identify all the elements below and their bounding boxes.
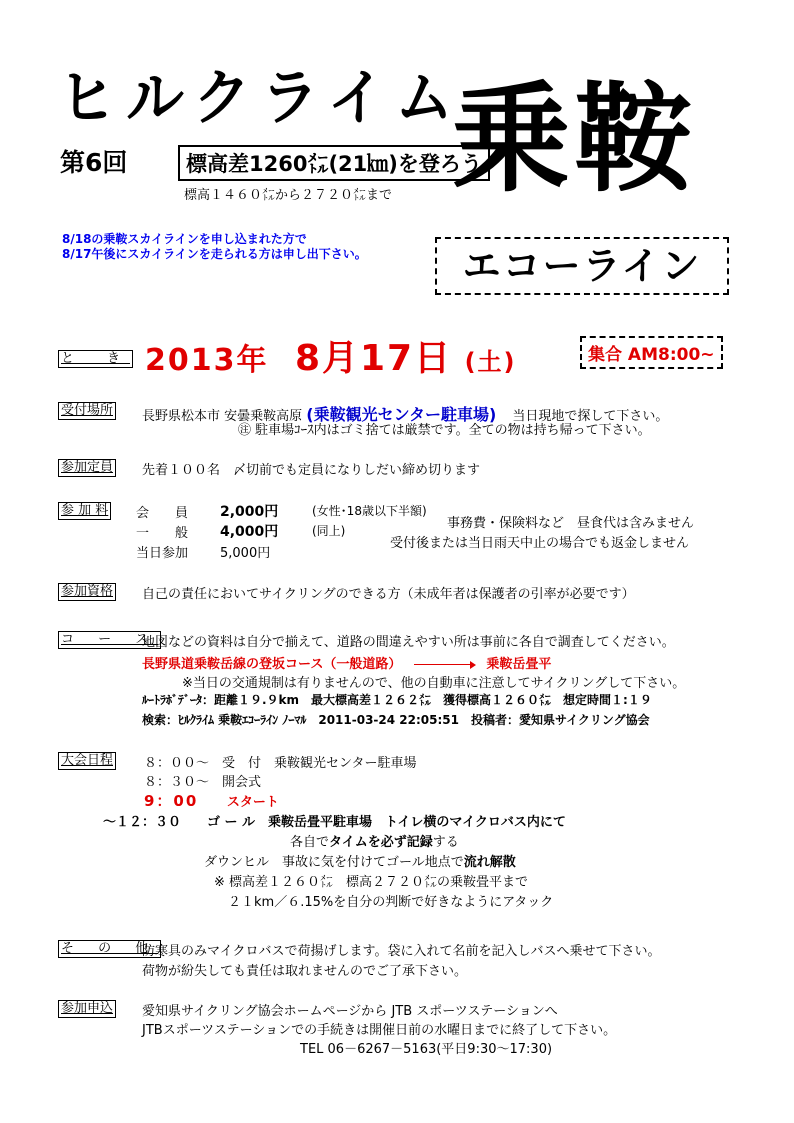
reception-label: 受付場所 [58, 402, 116, 420]
fee-general-label: 一 般 [136, 526, 189, 541]
venue-name: (乗鞍観光センター駐車場) [306, 405, 497, 424]
schedule-reception: ８：００～ 受 付 乗鞍観光センター駐車場 [144, 756, 417, 771]
notice-line-1: 8/18の乗鞍スカイラインを申し込まれた方で [62, 232, 307, 246]
course-line-5: 検索：ﾋﾙｸﾗｲﾑ 乗鞍ｴｺｰﾗｲﾝ ﾉｰﾏﾙ 2011-03-24 22:05:51 投稿者：愛知県サイクリング協会 [142, 713, 650, 727]
capacity-label: 参加定員 [58, 459, 116, 477]
schedule-attack-note: ２１km／６.15%を自分の判断で好きなようにアタック [228, 895, 554, 910]
application-line-1: 愛知県サイクリング協会ホームページから JTB スポーツステーションへ [142, 1004, 558, 1019]
elevation-subtitle: 標高１４６０㍍から２７２０㍍まで [184, 188, 393, 203]
schedule-start [144, 790, 279, 811]
fee-general-amount: 4,000円 [220, 524, 279, 540]
capacity-text: 先着１００名 〆切前でも定員になりしだい締め切ります [142, 463, 481, 478]
fee-general-note: (同上) [312, 524, 346, 538]
record-prefix: 各自で [290, 835, 330, 850]
schedule-record-time [290, 831, 459, 850]
date-label: と き [58, 350, 133, 368]
round-number: 第6回 [60, 148, 128, 177]
record-suffix: する [432, 835, 459, 850]
schedule-elevation-note: ※ 標高差１２６０㍍ 標高２７２０㍍の乗鞍畳平まで [214, 875, 529, 890]
start-time: 9：00 [144, 792, 199, 810]
eligibility-text: 自己の責任においてサイクリングのできる方（未成年者は保護者の引率が必要です） [142, 587, 635, 602]
meeting-time: 集合 AM8:00~ [580, 336, 723, 369]
course-line-1: 地図などの資料は自分で揃えて、道路の間違えやすい所は事前に各自で調査してください。 [142, 635, 675, 650]
fee-note-1: 事務費・保険料など 昼食代は含みません [447, 516, 695, 531]
downhill-text: ダウンヒル 事故に気を付けてゴール地点で [204, 855, 464, 870]
course-label: コ ー ス [58, 631, 161, 649]
application-tel: TEL 06－6267－5163(平日9:30～17:30) [300, 1042, 553, 1057]
skyline-notice [62, 232, 367, 262]
record-emphasis: タイムを必ず記録 [329, 835, 433, 850]
schedule-downhill [204, 851, 516, 870]
fee-member-amount: 2,000円 [220, 504, 279, 520]
fee-member-note: (女性･18歳以下半額) [312, 504, 427, 518]
fee-label: 参 加 料 [58, 502, 111, 520]
course-line-4: ﾙｰﾄﾗﾎﾞﾃﾞｰﾀ：距離１９.９km 最大標高差１２６２㍍ 獲得標高１２６０㍍ 想定時間１:１９ [142, 693, 652, 707]
schedule-opening: ８：３０～ 開会式 [144, 775, 262, 790]
norikura-title: 乗鞍 [452, 69, 697, 208]
course-line-3: ※当日の交通規制は有りませんので、他の自動車に注意してサイクリングして下さい。 [182, 676, 686, 691]
date-year: 2013年 [145, 343, 269, 378]
fee-sameday-amount: 5,000円 [220, 546, 271, 561]
other-line-2: 荷物が紛失しても責任は取れませんのでご了承下さい。 [142, 964, 468, 979]
start-text: スタート [226, 795, 279, 810]
fee-note-2: 受付後または当日雨天中止の場合でも返金しません [390, 536, 690, 551]
application-line-2: JTBスポーツステーションでの手続きは開催日前の水曜日までに終了して下さい。 [142, 1023, 617, 1038]
schedule-label: 大会日程 [58, 752, 116, 770]
fee-member-label: 会 員 [136, 506, 189, 521]
eligibility-label: 参加資格 [58, 583, 116, 601]
fee-sameday-label: 当日参加 [136, 546, 189, 561]
reception-note-2: ㊟ 駐車場ｺｰｽ内はゴミ捨ては厳禁です。全ての物は持ち帰って下さい。 [238, 423, 651, 438]
hillclimb-title: ヒルクライム [58, 61, 464, 133]
application-label: 参加申込 [58, 1000, 116, 1018]
address-text: 長野県松本市 安曇乗鞍高原 [142, 409, 303, 424]
date-month-day: 8月17日 [294, 338, 453, 379]
reception-note-1: 当日現地で探して下さい。 [512, 409, 669, 424]
downhill-dismissal: 流れ解散 [463, 855, 516, 870]
other-line-1: 防寒具のみマイクロバスで荷揚げします。袋に入れて名前を記入しバスへ乗せて下さい。 [142, 944, 661, 959]
course-route [142, 653, 551, 672]
date-weekday: (土) [464, 348, 517, 376]
schedule-goal: ～１２：３０ ゴ ー ル 乗鞍岳畳平駐車場 トイレ横のマイクロバス内にて [103, 815, 566, 830]
other-label: そ の 他 [58, 940, 161, 958]
route-from: 長野県道乗鞍岳線の登坂コース（一般道路） [142, 657, 402, 672]
notice-line-2: 8/17午後にスカイラインを走られる方は申し出下さい。 [62, 247, 367, 261]
elevation-box: 標高差1260㍍(21㎞)を登ろう [178, 145, 490, 181]
event-date [145, 330, 517, 381]
eco-line-banner: エコーライン [435, 237, 729, 295]
route-to: 乗鞍岳畳平 [486, 657, 552, 672]
arrow-right-icon [414, 664, 474, 665]
